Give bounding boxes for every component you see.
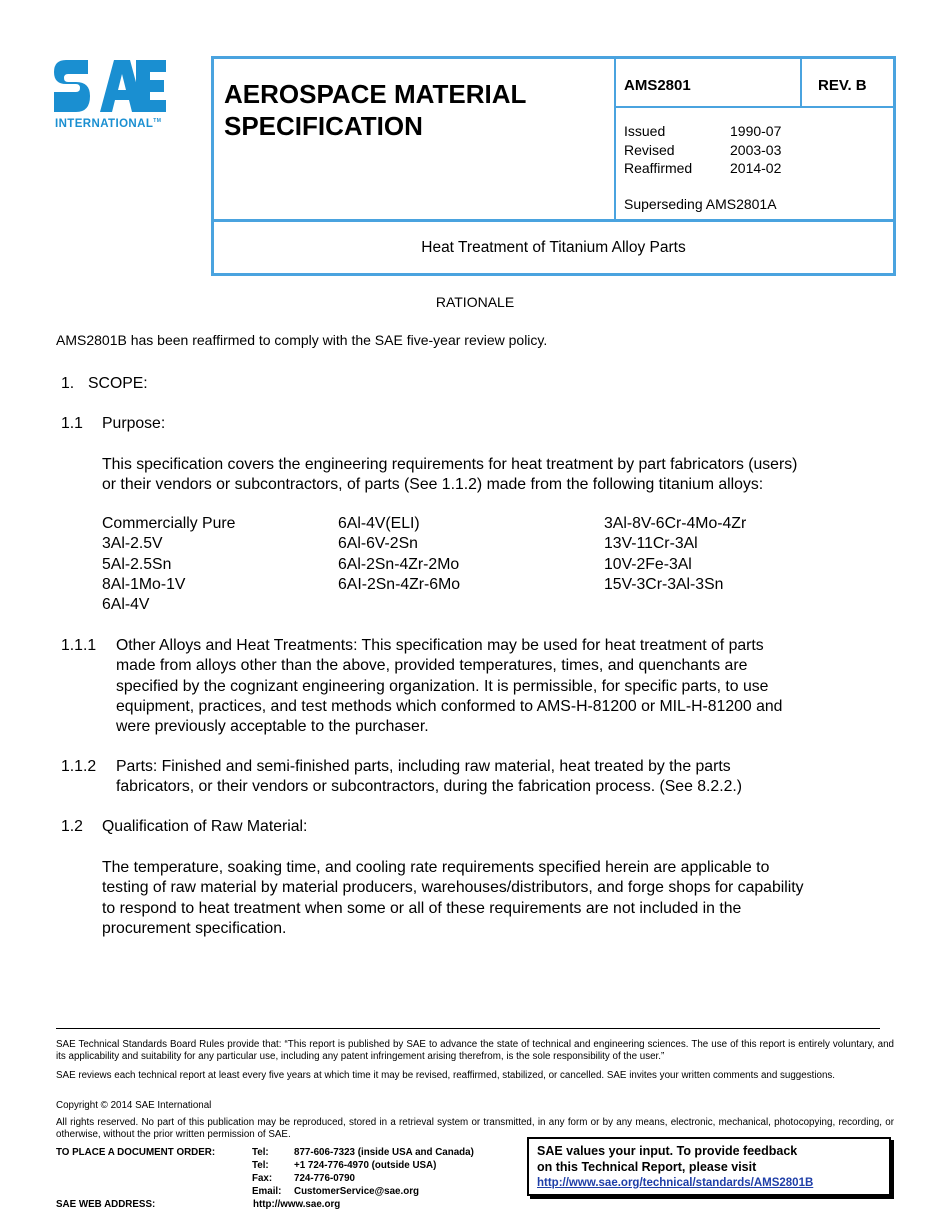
- section-number: 1.: [61, 375, 75, 392]
- paragraph-line: procurement specification.: [102, 919, 287, 937]
- date-label: Issued: [624, 123, 666, 139]
- alloy-item: 8Al-1Mo-1V: [102, 575, 186, 593]
- rationale-text: AMS2801B has been reaffirmed to comply with the SAE five-year review policy.: [56, 332, 548, 348]
- alloy-column-1: [102, 514, 235, 615]
- header-divider: [213, 219, 894, 222]
- feedback-line: SAE values your input. To provide feedback: [537, 1144, 798, 1158]
- date-value: 2014-02: [730, 160, 782, 176]
- superseding-note: Superseding AMS2801A: [624, 196, 777, 212]
- revision-label: REV. B: [818, 77, 867, 94]
- purpose-paragraph: [102, 455, 797, 496]
- header-divider: [615, 106, 894, 108]
- section-number: 1.1.2: [61, 758, 97, 775]
- date-label: Revised: [624, 141, 675, 158]
- feedback-link[interactable]: http://www.sae.org/technical/standards/AMS2801B: [537, 1177, 814, 1189]
- paragraph-line: testing of raw material by material producers, warehouses/distributors, and forge shops for capability: [102, 879, 804, 897]
- date-row-revised: [624, 141, 781, 160]
- title-line: SPECIFICATION: [224, 111, 423, 141]
- rationale-heading: RATIONALE: [435, 294, 515, 310]
- logo-subtitle: INTERNATIONAL™: [55, 118, 162, 130]
- contact-value: 724-776-0790: [294, 1173, 356, 1184]
- alloy-item: 6Al-4V(ELI): [338, 515, 420, 532]
- section-number: 1.1.1: [61, 637, 97, 654]
- document-type-title: [224, 78, 604, 142]
- contact-value[interactable]: +1 724-776-4970 (outside USA): [294, 1160, 437, 1171]
- board-rules-text: SAE Technical Standards Board Rules provide that: “This report is published by SAE to advance the state of technical and engineering sciences. The use of this report is entirely voluntary, and its applicability and suitability for any particular use, including any patent infringement arising therefrom, is the sole responsibility of the user.”: [56, 1039, 894, 1062]
- paragraph-line: fabricators, or their vendors or subcontractors, during the fabrication process. (See 8.2.2.): [116, 778, 743, 796]
- parts-paragraph: [116, 757, 742, 798]
- alloy-item: 6Al-4V: [102, 596, 150, 614]
- sae-logo-mark-icon: [52, 56, 167, 116]
- alloy-item: 5Al-2.5Sn: [102, 555, 172, 573]
- alloy-item: 3Al-2.5V: [102, 535, 163, 553]
- date-row-reaffirmed: [624, 159, 781, 178]
- contact-label: Email:: [252, 1186, 282, 1197]
- review-text: SAE reviews each technical report at least every five years at which time it may be revised, reaffirmed, stabilized, or cancelled. SAE invites your written comments and suggestions.: [56, 1070, 836, 1081]
- document-subtitle: Heat Treatment of Titanium Alloy Parts: [421, 239, 686, 256]
- alloy-column-2: [338, 514, 460, 595]
- alloy-item: 3Al-8V-6Cr-4Mo-4Zr: [604, 515, 747, 532]
- raw-material-paragraph: [102, 858, 804, 939]
- order-label: TO PLACE A DOCUMENT ORDER:: [56, 1147, 216, 1158]
- web-address-link[interactable]: http://www.sae.org: [253, 1199, 341, 1210]
- section-title: SCOPE:: [88, 375, 148, 392]
- alloy-item: 13V-11Cr-3Al: [604, 535, 698, 553]
- header-divider: [614, 58, 616, 221]
- alloy-item: 6AI-2Sn-4Zr-6Mo: [338, 575, 461, 593]
- date-row-issued: [624, 122, 781, 141]
- alloy-item: 15V-3Cr-3Al-3Sn: [604, 575, 724, 593]
- sae-logo: [52, 56, 177, 136]
- paragraph-line: Parts: Finished and semi-finished parts, including raw material, heat treated by the parts: [116, 758, 731, 775]
- alloy-item: 6Al-2Sn-4Zr-2Mo: [338, 555, 460, 573]
- paragraph-line: equipment, practices, and test methods which conformed to AMS-H-81200 or MIL-H-81200 and: [116, 697, 783, 715]
- contact-label: Tel:: [252, 1147, 269, 1158]
- rights-text: All rights reserved. No part of this publication may be reproduced, stored in a retrieval system or transmitted, in any form or by any means, electronic, mechanical, photocopying, recording, or otherwise, without the prior written permission of SAE.: [56, 1117, 894, 1140]
- paragraph-line: or their vendors or subcontractors, of parts (See 1.1.2) made from the following titanium alloys:: [102, 476, 764, 494]
- paragraph-line: specified by the cognizant engineering organization. It is permissible, for specific parts, to use: [116, 677, 769, 695]
- web-label: SAE WEB ADDRESS:: [56, 1199, 156, 1210]
- paragraph-line: This specification covers the engineering requirements for heat treatment by part fabricators (users): [102, 456, 798, 473]
- alloy-column-3: [604, 514, 746, 595]
- paragraph-line: were previously acceptable to the purchaser.: [116, 718, 429, 736]
- section-number: 1.2: [61, 818, 83, 835]
- copyright-text: Copyright © 2014 SAE International: [56, 1100, 212, 1111]
- paragraph-line: The temperature, soaking time, and cooling rate requirements specified herein are applicable to: [102, 859, 770, 876]
- email-link[interactable]: CustomerService@sae.org: [294, 1186, 419, 1197]
- date-label: Reaffirmed: [624, 160, 693, 176]
- section-number: 1.1: [61, 415, 83, 432]
- document-number: AMS2801: [624, 77, 691, 94]
- alloy-item: Commercially Pure: [102, 515, 236, 532]
- paragraph-line: Other Alloys and Heat Treatments: This specification may be used for heat treatment of parts: [116, 637, 764, 654]
- title-line: AEROSPACE MATERIAL: [224, 79, 527, 109]
- document-dates: [624, 122, 781, 178]
- contact-label: Tel:: [252, 1160, 269, 1171]
- alloy-item: 10V-2Fe-3Al: [604, 555, 692, 573]
- paragraph-line: made from alloys other than the above, provided temperatures, times, and quenchants are: [116, 657, 748, 675]
- feedback-line: on this Technical Report, please visit: [537, 1160, 757, 1174]
- paragraph-line: to respond to heat treatment when some or all of these requirements are not included in the: [102, 899, 742, 917]
- contact-label: Fax:: [252, 1173, 273, 1184]
- footer-divider: [56, 1028, 880, 1029]
- contact-value[interactable]: 877-606-7323 (inside USA and Canada): [294, 1147, 474, 1158]
- section-title: Qualification of Raw Material:: [102, 818, 308, 835]
- date-value: 2003-03: [730, 141, 782, 158]
- section-title: Purpose:: [102, 415, 166, 432]
- header-divider: [800, 58, 802, 108]
- date-value: 1990-07: [730, 123, 782, 139]
- alloy-item: 6Al-6V-2Sn: [338, 535, 418, 553]
- feedback-box: [527, 1137, 891, 1196]
- other-alloys-paragraph: [116, 636, 782, 737]
